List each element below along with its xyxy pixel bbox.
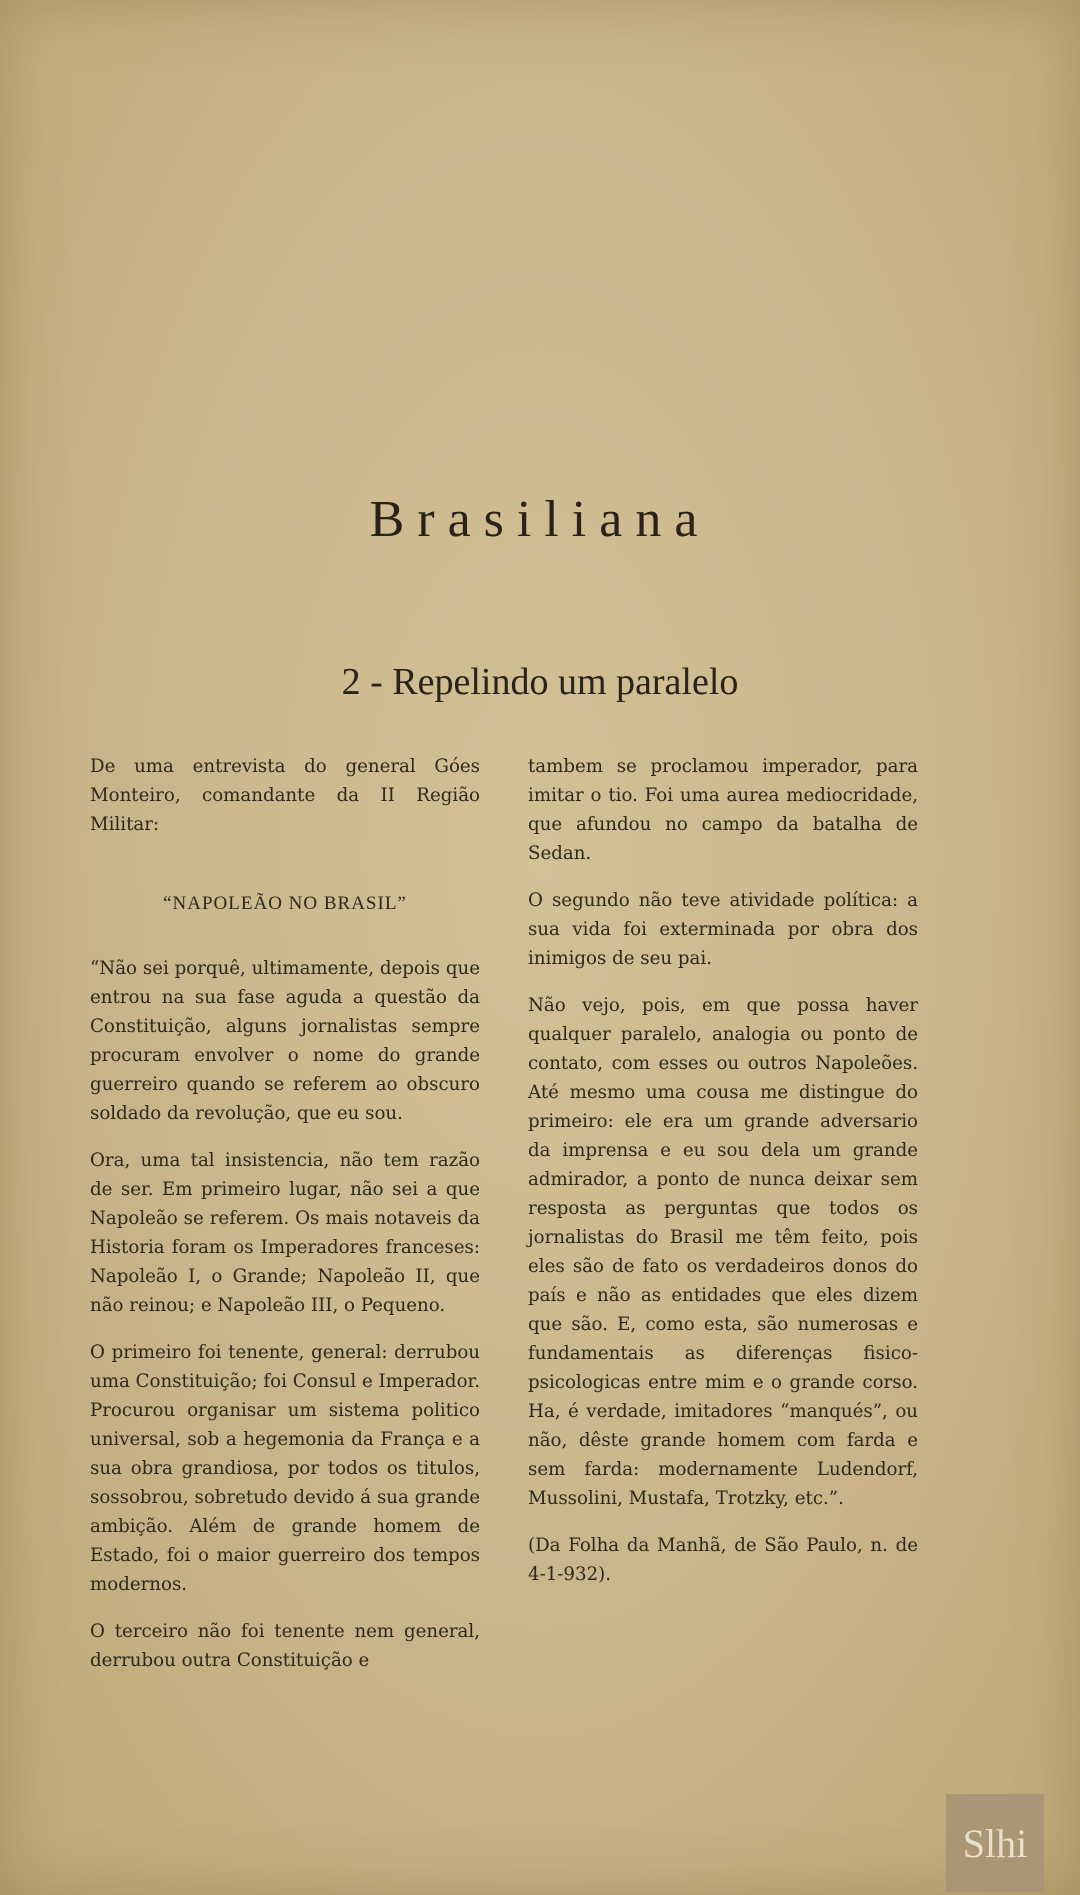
body-paragraph: Não vejo, pois, em que possa haver qualquer paralelo, analogia ou ponto de contato, com esses ou outros Napoleões. Até mesmo uma cousa me distingue do primeiro: ele era um grande adversario da imprensa e eu sou dela um grande admirador, a ponto de nunca deixar sem resposta as perguntas que todos os jornalistas do Brasil me têm feito, pois eles são de fato os verdadeiros donos do país e não as entidades que eles dizem que são. E, como esta, são numerosas e fundamentais as diferenças fisico-psicologicas entre mim e o grande corso. Ha, é verdade, imitadores “manqués”, ou não, dêste grande homem com farda e sem farda: modernamente Ludendorf, Mussolini, Mustafa, Trotzky, etc.”. [528, 995, 918, 1509]
body-paragraph: Ora, uma tal insistencia, não tem razão de ser. Em primeiro lugar, não sei a que Napoleão se referem. Os mais notaveis da Historia foram os Imperadores franceses: Napoleão I, o Grande; Napoleão II, que não reinou; e Napoleão III, o Pequeno. [90, 1150, 480, 1316]
body-paragraph: O primeiro foi tenente, general: derrubou uma Constituição; foi Consul e Imperador. Procurou organisar um sistema politico universal, sob a hegemonia da França e a sua obra grandiosa, por todos os titulos, sossobrou, sobretudo devido á sua grande ambição. Além de grande homem de Estado, foi o maior guerreiro dos tempos modernos. [90, 1342, 480, 1595]
source-citation: (Da Folha da Manhã, de São Paulo, n. de 4-1-932). [528, 1535, 918, 1585]
left-text-column [90, 752, 480, 1693]
logo-text: Slhi [962, 1820, 1028, 1866]
book-series-title: Brasiliana [369, 491, 711, 548]
body-paragraph: tambem se proclamou imperador, para imitar o tio. Foi uma aurea mediocridade, que afundou no campo da batalha de Sedan. [528, 756, 918, 864]
section-heading: “NAPOLEÃO NO BRASIL” [163, 893, 407, 914]
body-paragraph: “Não sei porquê, ultimamente, depois que entrou na sua fase aguda a questão da Constituição, alguns jornalistas sempre procuram envolver o nome do grande guerreiro quando se referem ao obscuro soldado da revolução, que eu sou. [90, 958, 480, 1124]
right-text-column [528, 752, 918, 1607]
body-paragraph: O terceiro não foi tenente nem general, derrubou outra Constituição e [90, 1621, 480, 1671]
library-logo [946, 1794, 1044, 1892]
chapter-title: 2 - Repelindo um paralelo [341, 661, 739, 703]
intro-paragraph: De uma entrevista do general Góes Monteiro, comandante da II Região Militar: [90, 756, 480, 835]
body-paragraph: O segundo não teve atividade política: a sua vida foi exterminada por obra dos inimigos de seu pai. [528, 890, 918, 969]
